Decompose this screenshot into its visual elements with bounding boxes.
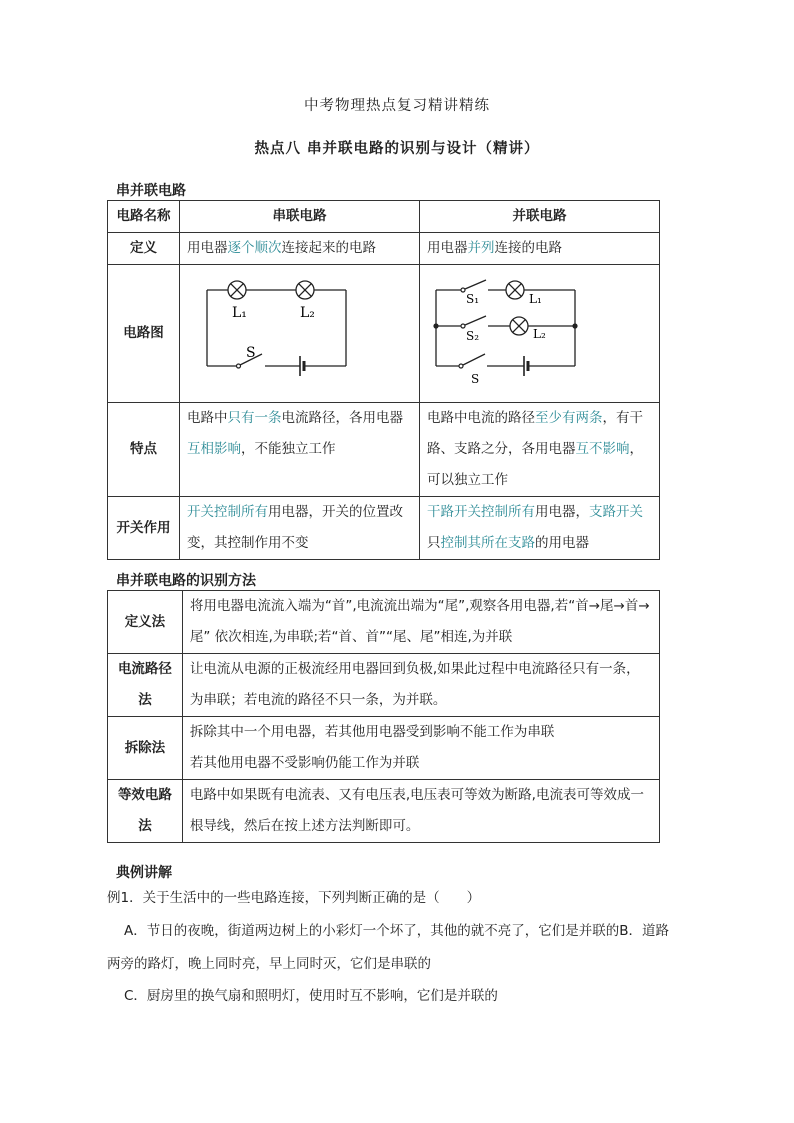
parallel-switch-role: 干路开关控制所有用电器，支路开关只控制其所在支路的用电器: [420, 497, 660, 560]
example-options-ab: A．节日的夜晚，街道两边树上的小彩灯一个坏了，其他的就不亮了，它们是并联的B．道路两旁的路灯，晚上同时亮，早上同时灭，它们是串联的: [107, 923, 669, 972]
header-circuit-name: 电路名称: [108, 201, 180, 233]
header-series: 串联电路: [180, 201, 420, 233]
series-definition: 用电器逐个顺次连接起来的电路: [180, 233, 420, 265]
method-text: 让电流从电源的正极流经用电器回到负极,如果此过程中电流路径只有一条，为串联；若电流的路径不只一条，为并联。: [182, 654, 659, 717]
parallel-features: 电路中电流的路径至少有两条，有干路、支路之分，各用电器互不影响，可以独立工作: [420, 403, 660, 497]
page-title: 中考物理热点复习精讲精练: [304, 98, 490, 114]
series-circuit-diagram: [180, 265, 420, 403]
example-option-c: C．厨房里的换气扇和照明灯，使用时互不影响，它们是并联的: [124, 988, 498, 1004]
section-heading-examples: 典例讲解: [116, 865, 172, 881]
label-l1: L₁: [529, 292, 542, 306]
series-features: 电路中只有一条电流路径，各用电器互相影响，不能独立工作: [180, 403, 420, 497]
label-s2: S₂: [466, 329, 480, 343]
row-label-definition: 定义: [108, 233, 180, 265]
row-label-diagram: 电路图: [108, 265, 180, 403]
method-label: 拆除法: [108, 717, 183, 780]
label-s: S: [246, 345, 256, 361]
circuit-comparison-table: [107, 200, 660, 560]
method-label: 电流路径法: [108, 654, 183, 717]
parallel-definition: 用电器并列连接的电路: [420, 233, 660, 265]
header-parallel: 并联电路: [420, 201, 660, 233]
section-heading-identification: 串并联电路的识别方法: [116, 573, 256, 589]
label-l1: L₁: [232, 305, 247, 321]
parallel-circuit-diagram: [420, 265, 660, 403]
label-s: S: [471, 372, 480, 386]
identification-methods-table: [107, 590, 660, 843]
section-heading-circuits: 串并联电路: [116, 183, 186, 199]
series-switch-role: 开关控制所有用电器，开关的位置改变，其控制作用不变: [180, 497, 420, 560]
method-label: 等效电路法: [108, 780, 183, 843]
row-label-features: 特点: [108, 403, 180, 497]
label-s1: S₁: [466, 292, 480, 306]
method-label: 定义法: [108, 591, 183, 654]
row-label-switch: 开关作用: [108, 497, 180, 560]
label-l2: L₂: [300, 305, 315, 321]
page-subtitle: 热点八 串并联电路的识别与设计（精讲）: [254, 141, 540, 157]
method-text: 电路中如果既有电流表、又有电压表,电压表可等效为断路,电流表可等效成一根导线，然后在按上述方法判断即可。: [182, 780, 659, 843]
method-text: 将用电器电流流入端为“首”,电流流出端为“尾”,观察各用电器,若“首→尾→首→尾” 依次相连,为串联;若“首、首”“尾、尾”相连,为并联: [182, 591, 659, 654]
example-question: 例1．关于生活中的一些电路连接，下列判断正确的是（ ）: [107, 890, 481, 906]
method-text: 拆除其中一个用电器，若其他用电器受到影响不能工作为串联 若其他用电器不受影响仍能工作为并联: [182, 717, 659, 780]
label-l2: L₂: [533, 327, 546, 341]
